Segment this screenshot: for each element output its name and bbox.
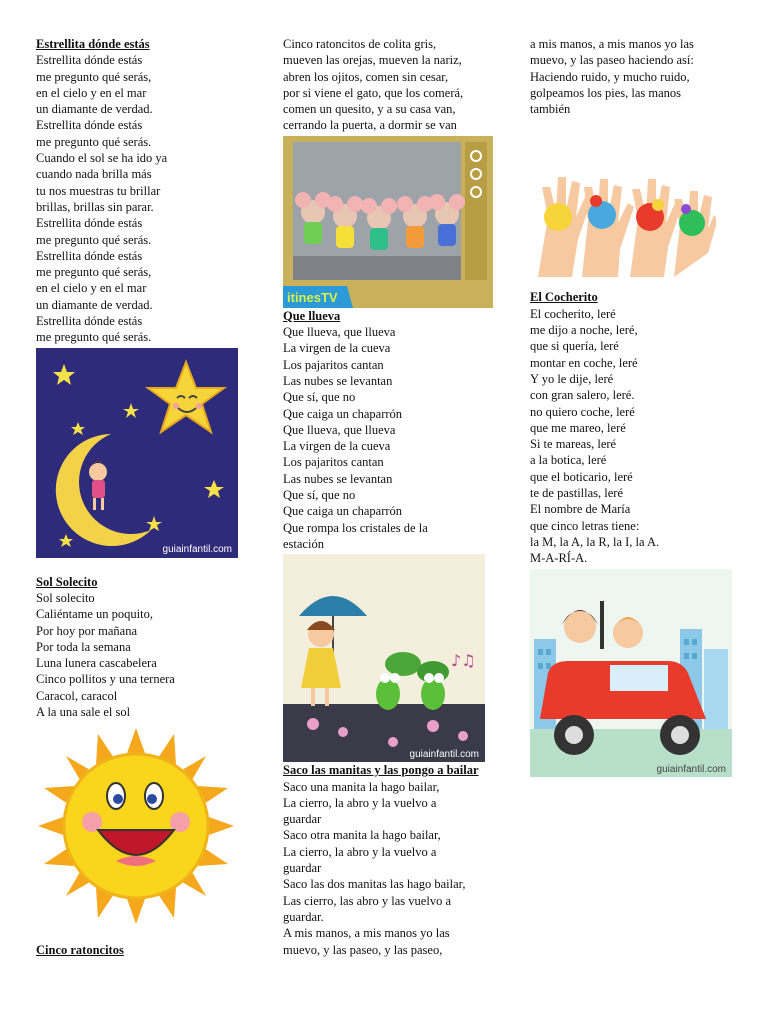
lyric-line: La virgen de la cueva [283, 439, 391, 454]
lyric-line: Por hoy por mañana [36, 623, 138, 638]
lyrics-manos-continuation [530, 36, 740, 117]
lyric-line: Saco las dos manitas las hago bailar, [283, 877, 466, 892]
lyric-line: muevo, y las paseo haciendo así: [530, 53, 694, 68]
illustration-rain-girl-frogs [283, 554, 485, 762]
illustration-sun [36, 726, 236, 926]
lyric-line: muevo, y las paseo, y las paseo, [283, 942, 443, 957]
lyric-line: Las nubes se levantan [283, 471, 393, 486]
lyric-line: cerrando la puerta, a dormir se van [283, 118, 457, 133]
lyric-line: Haciendo ruido, y mucho ruido, [530, 69, 690, 84]
lyric-line: A mis manos, a mis manos yo las [283, 926, 450, 941]
lyric-line: te de pastillas, leré [530, 486, 624, 501]
lyric-line: El nombre de María [530, 502, 631, 517]
lyric-line: un diamante de verdad. [36, 297, 153, 312]
lyric-line: Que llueva, que llueva [283, 422, 396, 437]
lyric-line: en el cielo y en el mar [36, 281, 147, 296]
lyric-line: Que caiga un chaparrón [283, 504, 403, 519]
lyric-line: Que llueva, que llueva [283, 325, 396, 340]
lyrics-cinco-ratoncitos [283, 36, 493, 134]
watermark: guiainfantil.com [656, 763, 726, 775]
lyric-line: Estrellita dónde estás [36, 53, 143, 68]
lyric-line: un diamante de verdad. [36, 102, 153, 117]
lyric-line: A la una sale el sol [36, 705, 131, 720]
lyric-line: Los pajaritos cantan [283, 455, 384, 470]
lyric-line: La cierro, la abro y la vuelvo a [283, 795, 437, 810]
song-title-saco-las-manitas: Saco las manitas y las pongo a bailar [283, 763, 479, 778]
lyrics-estrellita [36, 52, 246, 345]
lyric-line: me pregunto qué serás, [36, 69, 152, 84]
song-title-sol-solecito: Sol Solecito [36, 574, 98, 589]
song-title-cinco-ratoncitos: Cinco ratoncitos [36, 943, 124, 958]
lyric-line: que el boticario, leré [530, 469, 633, 484]
lyric-line: Estrellita dónde estás [36, 216, 143, 231]
lyric-line: me pregunto qué serás, [36, 265, 152, 280]
lyric-line: El cocherito, leré [530, 306, 616, 321]
illustration-painted-hands [530, 153, 716, 277]
lyric-line: Sol solecito [36, 590, 95, 605]
song-title-que-llueva: Que llueva [283, 308, 341, 323]
lyric-line: guardar [283, 861, 322, 876]
lyric-line: brillas, brillas sin parar. [36, 199, 154, 214]
lyric-line: Que caiga un chaparrón [283, 406, 403, 421]
lyric-line: la M, la A, la R, la I, la A. [530, 534, 660, 549]
lyric-line: en el cielo y en el mar [36, 85, 147, 100]
lyrics-saco-las-manitas [283, 779, 493, 958]
lyric-line: abren los ojitos, comen sin cesar, [283, 69, 449, 84]
lyric-line: cuando nada brilla más [36, 167, 152, 182]
lyric-line: a la botica, leré [530, 453, 607, 468]
lyric-line: a mis manos, a mis manos yo las [530, 37, 694, 51]
lyric-line: Caliéntame un poquito, [36, 607, 153, 622]
lyric-line: Las cierro, las abro y las vuelvo a [283, 893, 451, 908]
lyrics-el-cocherito [530, 306, 740, 567]
lyric-line: me pregunto qué serás. [36, 330, 152, 345]
lyric-line: Caracol, caracol [36, 688, 118, 703]
column-2 [283, 36, 493, 958]
lyric-line: Estrellita dónde estás [36, 314, 143, 329]
lyric-line: La cierro, la abro y la vuelvo a [283, 844, 437, 859]
lyric-line: Por toda la semana [36, 639, 131, 654]
watermark: guiainfantil.com [162, 543, 232, 555]
lyric-line: Saco una manita la hago bailar, [283, 779, 440, 794]
lyric-line: Los pajaritos cantan [283, 357, 384, 372]
lyric-line: mueven las orejas, mueven la nariz, [283, 53, 462, 68]
lyric-line: Que sí, que no [283, 390, 356, 405]
lyric-line: Y yo le dije, leré [530, 371, 614, 386]
lyric-line: Estrellita dónde estás [36, 118, 143, 133]
lyric-line: me pregunto qué serás. [36, 134, 152, 149]
svg-text:♪♫: ♪♫ [451, 651, 476, 671]
lyric-line: golpeamos los pies, las manos [530, 85, 682, 100]
lyric-line: La virgen de la cueva [283, 341, 391, 356]
watermark: guiainfantil.com [409, 749, 479, 761]
lyric-line: Estrellita dónde estás [36, 248, 143, 263]
lyric-line: Que sí, que no [283, 488, 356, 503]
lyric-line: estación [283, 536, 324, 551]
lyric-line: comen un quesito, y a su casa van, [283, 102, 456, 117]
lyric-line: Las nubes se levantan [283, 373, 393, 388]
lyric-line: Si te mareas, leré [530, 437, 617, 452]
lyric-line: guardar [283, 812, 322, 827]
lyric-line: tu nos muestras tu brillar [36, 183, 161, 198]
lyric-line: montar en coche, leré [530, 355, 638, 370]
column-3 [530, 36, 740, 777]
illustration-moon-stars [36, 348, 238, 558]
illustration-kids-in-car [530, 569, 732, 777]
lyric-line: Luna lunera cascabelera [36, 656, 157, 671]
lyric-line: que si quería, leré [530, 339, 619, 354]
lyric-line: Que rompa los cristales de la [283, 520, 428, 535]
lyric-line: Saco otra manita la hago bailar, [283, 828, 441, 843]
lyric-line: M-A-RÍ-A. [530, 551, 588, 566]
lyrics-sol-solecito [36, 590, 246, 720]
illustration-mice [283, 136, 493, 308]
lyric-line: Cinco ratoncitos de colita gris, [283, 37, 437, 51]
lyric-line: no quiero coche, leré [530, 404, 635, 419]
lyric-line: por si viene el gato, que los comerá, [283, 85, 464, 100]
lyric-line: que cinco letras tiene: [530, 518, 640, 533]
lyric-line: me dijo a noche, leré, [530, 323, 638, 338]
lyric-line: con gran salero, leré. [530, 388, 635, 403]
column-1 [36, 36, 246, 959]
lyric-line: Cinco pollitos y una ternera [36, 672, 175, 687]
tv-logo: itinesTV [287, 289, 338, 305]
song-title-el-cocherito: El Cocherito [530, 290, 598, 305]
lyric-line: Cuando el sol se ha ido ya [36, 151, 168, 166]
song-title-estrellita: Estrellita dónde estás [36, 37, 150, 51]
lyric-line: también [530, 102, 571, 117]
lyrics-que-llueva [283, 324, 493, 552]
lyric-line: me pregunto qué serás. [36, 232, 152, 247]
lyric-line: que me mareo, leré [530, 420, 626, 435]
lyric-line: guardar. [283, 909, 324, 924]
